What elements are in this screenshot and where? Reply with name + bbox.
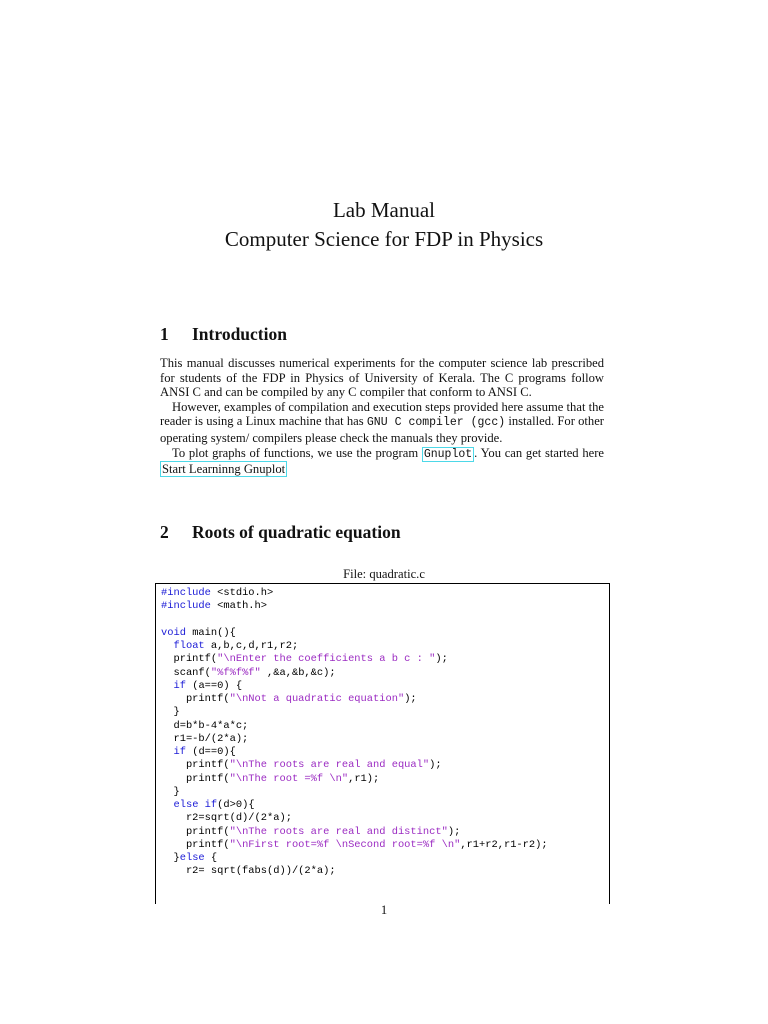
code-text: ,r1);: [348, 772, 380, 785]
code-line: [161, 680, 548, 693]
code-text: ,r1+r2,r1-r2);: [460, 838, 548, 851]
intro-paragraph-2: [160, 400, 604, 446]
code-string: "\nFirst root=%f \nSecond root=%f \n": [229, 838, 461, 851]
code-text: r2= sqrt(fabs(d))/(2*a);: [161, 865, 336, 878]
code-keyword: else if: [173, 799, 218, 811]
code-text: (a==0) {: [185, 679, 243, 692]
section-title: Introduction: [192, 324, 287, 344]
section-number: 2: [160, 522, 169, 542]
code-text: (d>0){: [217, 799, 255, 811]
section-heading-introduction: [160, 324, 287, 345]
code-line: [161, 759, 548, 772]
code-line: [161, 826, 548, 839]
code-keyword: if: [173, 679, 186, 692]
code-string: "\nThe roots are real and equal": [229, 759, 430, 772]
code-text: r2=sqrt(d)/(2*a);: [161, 812, 292, 825]
start-learning-gnuplot-link[interactable]: Start Learninng Gnuplot: [162, 462, 286, 477]
code-line: [161, 839, 548, 852]
title-line-1: Lab Manual: [332, 198, 436, 222]
inline-code-gcc: GNU C compiler (gcc): [366, 416, 506, 430]
code-text: );: [429, 759, 442, 772]
code-keyword: else: [179, 852, 205, 864]
code-keyword: void: [161, 626, 186, 639]
code-text: }: [161, 706, 180, 719]
code-string: "\nThe root =%f \n": [229, 772, 349, 785]
section-number: 1: [160, 324, 169, 344]
code-text: a,b,c,d,r1,r2;: [204, 640, 299, 652]
code-line: [161, 614, 548, 627]
code-listing: [155, 583, 610, 904]
code-text: printf(: [161, 693, 230, 705]
intro-p3-text-b: . You can get started here: [474, 445, 604, 460]
code-line: [161, 786, 548, 799]
code-string: "\nNot a quadratic equation": [229, 693, 405, 705]
code-text: printf(: [161, 653, 218, 666]
code-content: [161, 587, 548, 879]
code-line: [161, 773, 548, 786]
code-string: "\nEnter the coefficients a b c : ": [217, 653, 436, 666]
code-line: [161, 746, 548, 759]
code-string: "%f%f%f": [210, 666, 261, 679]
code-text: [161, 680, 173, 692]
code-text: d=b*b-4*a*c;: [161, 719, 249, 732]
code-text: printf(: [161, 759, 230, 772]
code-line: [161, 667, 548, 680]
code-line: [161, 799, 548, 812]
code-line: [161, 640, 548, 653]
code-line: [161, 733, 548, 746]
code-keyword: #include: [161, 587, 211, 599]
title-line-2: Computer Science for FDP in Physics: [224, 227, 544, 251]
gnuplot-link[interactable]: Gnuplot: [423, 447, 473, 461]
code-text: scanf(: [161, 666, 211, 679]
code-line: [161, 706, 548, 719]
intro-paragraph-3: [160, 446, 604, 477]
code-text: (d==0){: [185, 746, 236, 758]
code-text: <math.h>: [210, 600, 268, 613]
code-text: main(){: [185, 626, 236, 639]
section-heading-quadratic: [160, 522, 401, 543]
code-text: [161, 746, 173, 758]
code-line: [161, 627, 548, 640]
code-line: [161, 600, 548, 613]
code-string: "\nThe roots are real and distinct": [229, 825, 448, 838]
intro-p2-text-a: However, examples of compilation and execution steps provided here assume that the reader is using a Linux machine that has: [160, 399, 604, 429]
code-line: [161, 865, 548, 878]
section-title: Roots of quadratic equation: [192, 522, 401, 542]
code-text: [161, 799, 173, 811]
code-text: );: [404, 693, 417, 705]
code-text: <stdio.h>: [210, 587, 274, 599]
code-text: }: [161, 785, 180, 798]
code-text: r1=-b/(2*a);: [161, 732, 249, 745]
code-text: );: [435, 653, 448, 666]
code-line: [161, 587, 548, 600]
file-caption: File: quadratic.c: [343, 567, 425, 581]
page-number: 1: [380, 903, 388, 917]
code-text: printf(: [161, 838, 230, 851]
code-text: }: [161, 852, 180, 864]
introduction-body: [160, 356, 604, 477]
code-line: [161, 720, 548, 733]
code-text: printf(: [161, 825, 230, 838]
code-text: [161, 640, 173, 652]
code-line: [161, 852, 548, 865]
code-line: [161, 693, 548, 706]
intro-paragraph-1: This manual discusses numerical experiments for the computer science lab prescribed for students of the FDP in Physics of University of Kerala. The C programs follow ANSI C and can be compiled by any C compiler that conform to ANSI C.: [160, 356, 604, 400]
code-text: );: [447, 825, 461, 838]
intro-p2-text-b: installed. For other operating system/ compilers please check the manuals they provide.: [160, 414, 604, 445]
code-keyword: if: [173, 746, 186, 758]
code-text: ,&a,&b,&c);: [260, 666, 336, 679]
code-keyword: #include: [161, 600, 211, 613]
document-title: [0, 196, 768, 254]
code-line: [161, 812, 548, 825]
code-line: [161, 653, 548, 666]
code-text: {: [204, 852, 218, 864]
intro-p3-text-a: To plot graphs of functions, we use the program: [172, 445, 422, 460]
code-keyword: float: [173, 640, 205, 652]
code-text: printf(: [161, 772, 230, 785]
